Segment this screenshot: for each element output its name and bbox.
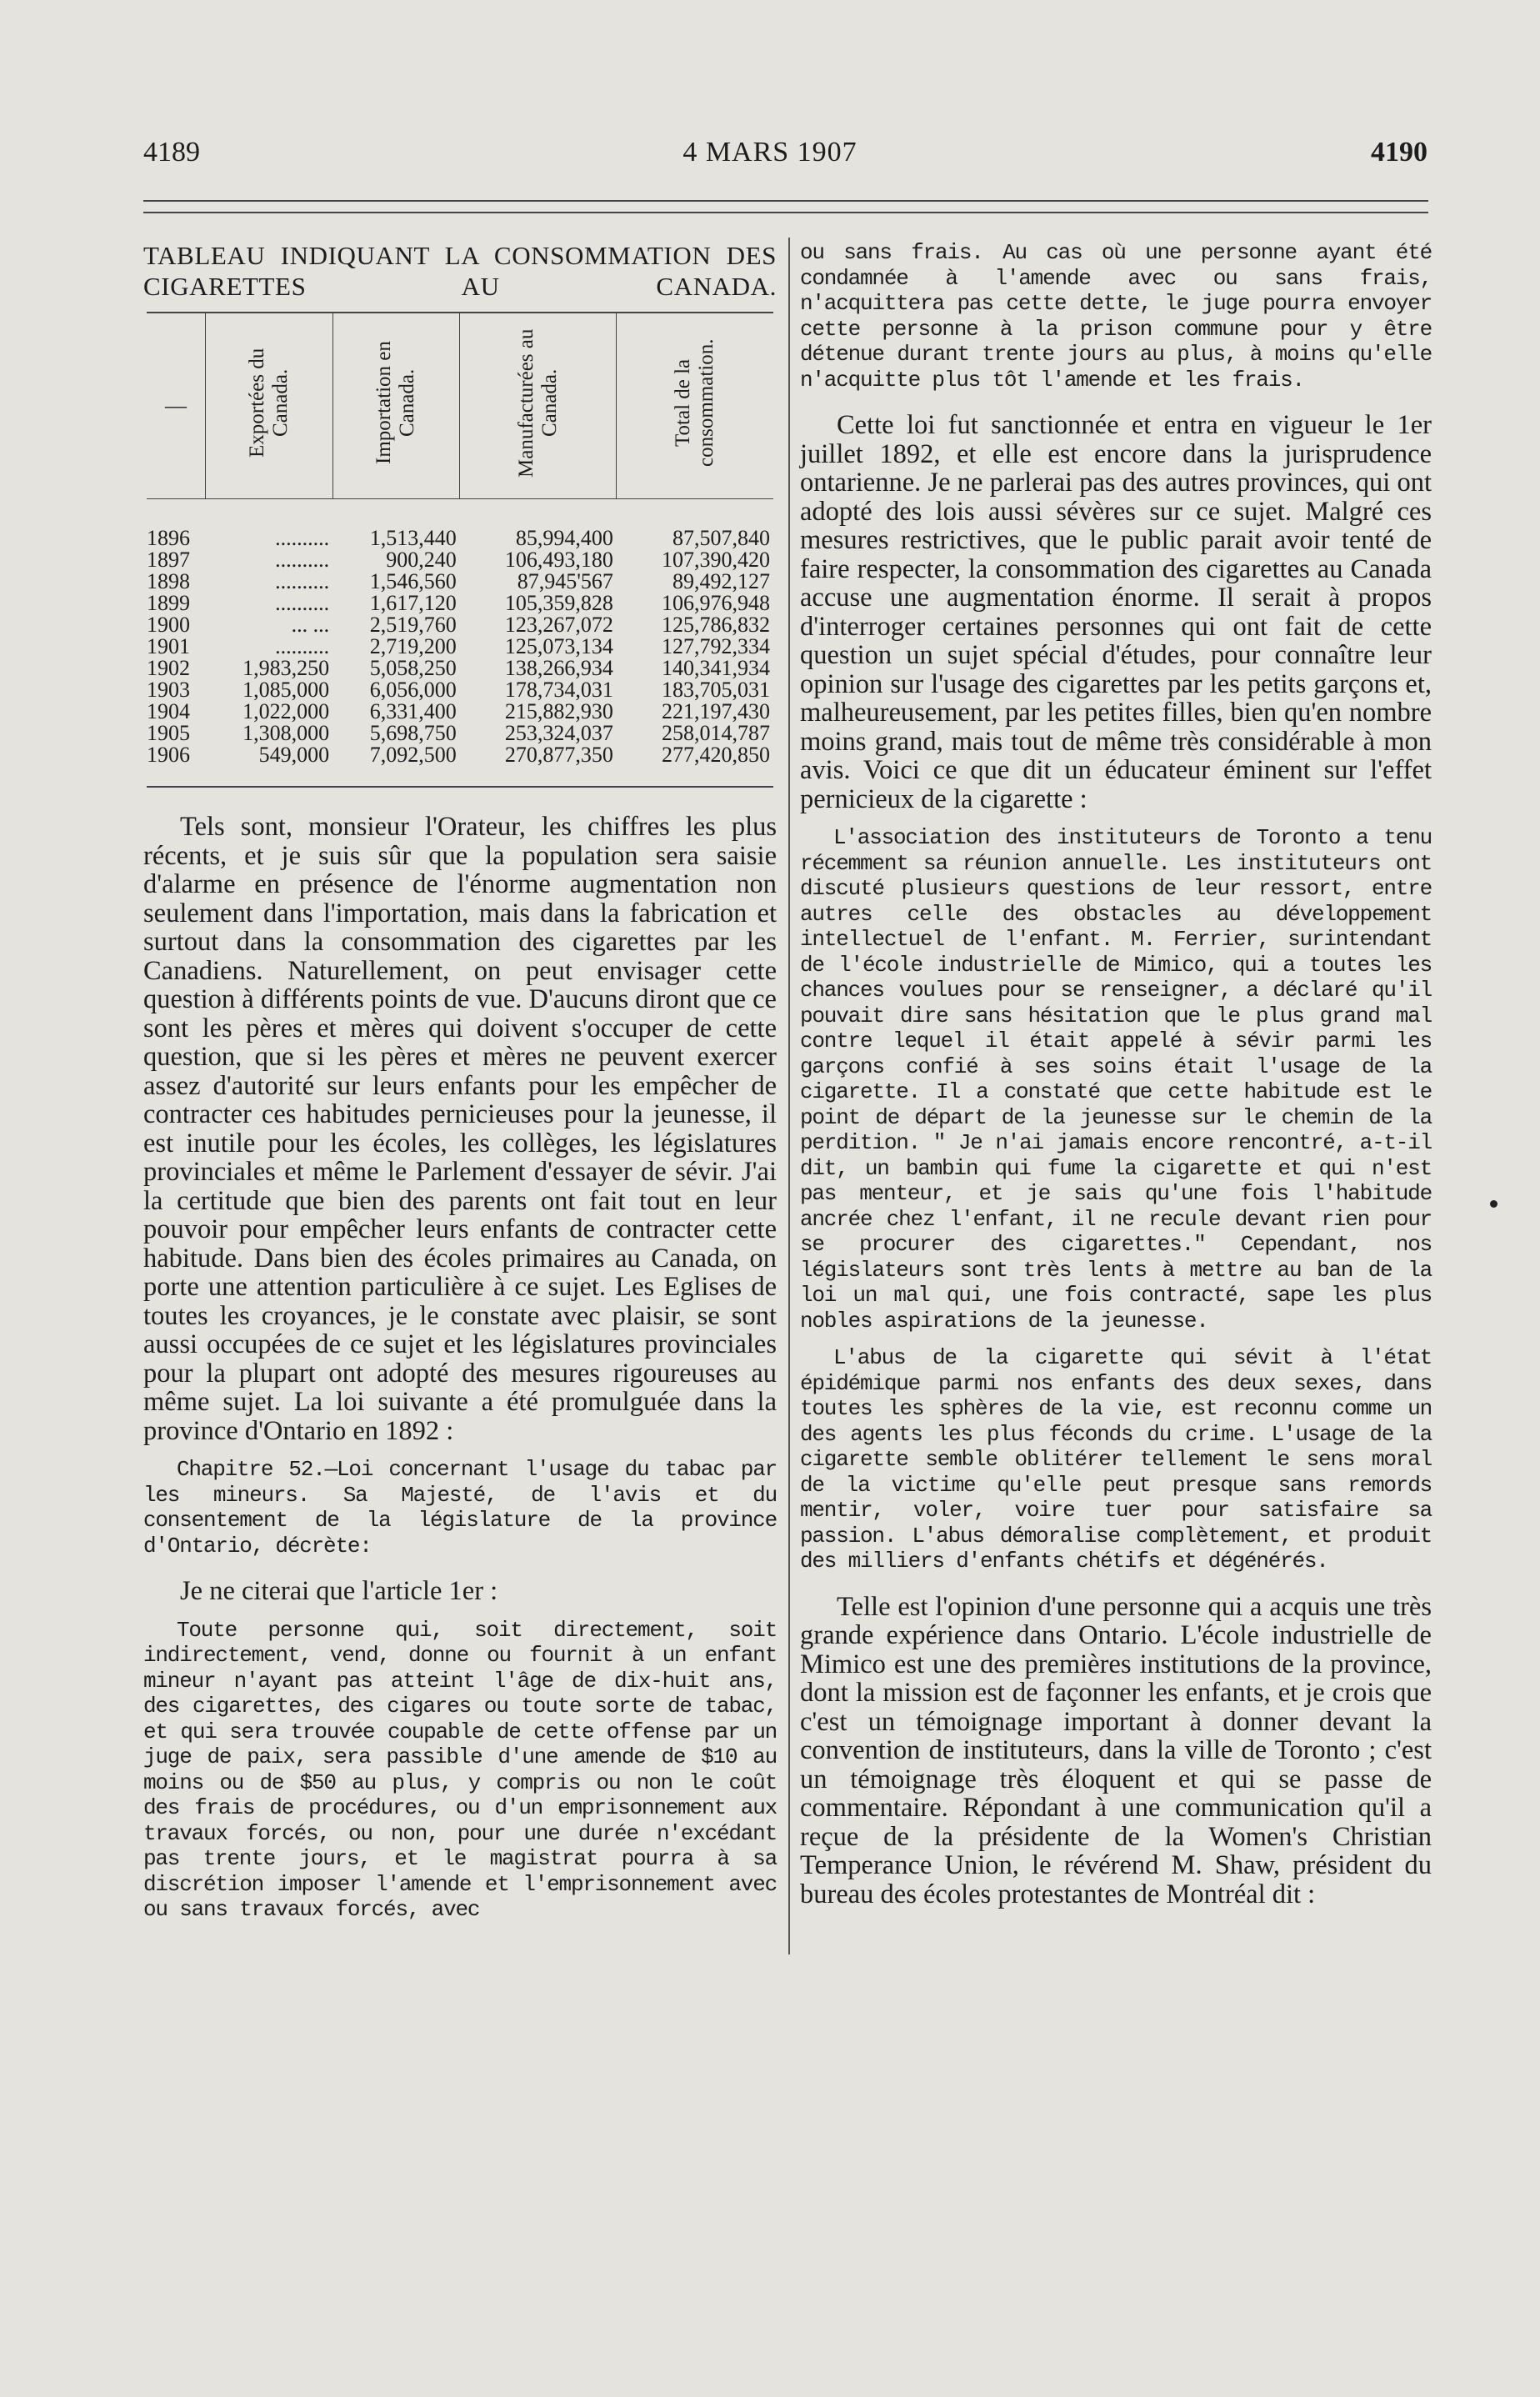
total-cell: 183,705,031 xyxy=(662,678,770,702)
imports-cell: 2,519,760 xyxy=(369,613,457,637)
imports-cell: 900,240 xyxy=(386,548,457,572)
table-row xyxy=(147,679,773,701)
manufactured-cell: 123,267,072 xyxy=(504,613,613,637)
header-rule-top xyxy=(143,200,1428,202)
header-rule-bottom xyxy=(143,212,1428,213)
total-cell: 277,420,850 xyxy=(617,744,773,787)
imports-cell: 7,092,500 xyxy=(332,744,460,787)
table-row xyxy=(147,744,773,787)
column-divider xyxy=(788,238,790,1954)
quote-chapter-52: Chapitre 52.—Loi concernant l'usage du tabac par les mineurs. Sa Majesté, de l'avis et du consentement de la législature de la province d'Ontario, décrète: xyxy=(143,1457,777,1559)
scan-speck xyxy=(1490,1200,1498,1208)
table-row xyxy=(147,571,773,593)
col-header-manufactured: Manufacturées au Canada. xyxy=(460,313,617,499)
manufactured-cell: 87,945'567 xyxy=(517,569,613,593)
imports-cell: 1,546,560 xyxy=(369,569,457,593)
manufactured-cell: 253,324,037 xyxy=(504,721,613,745)
imports-cell: 5,698,750 xyxy=(369,721,457,745)
total-cell: 140,341,934 xyxy=(662,656,770,680)
table-header-row xyxy=(147,313,773,499)
year-cell: 1902 xyxy=(147,656,190,680)
manufactured-cell: 105,359,828 xyxy=(504,591,613,615)
table-row xyxy=(147,614,773,636)
manufactured-cell: 178,734,031 xyxy=(504,678,613,702)
table-title: TABLEAU INDIQUANT LA CONSOMMATION DES CIGARETTES AU CANADA. xyxy=(143,241,777,301)
manufactured-cell: 270,877,350 xyxy=(460,744,617,787)
col-header-total: Total de la consommation. xyxy=(617,313,773,499)
right-column xyxy=(800,240,1432,1909)
col-header-imports: Importation en Canada. xyxy=(332,313,460,499)
page-number-right: 4190 xyxy=(1371,137,1428,168)
total-cell: 258,014,787 xyxy=(662,721,770,745)
exports-cell: .......... xyxy=(275,591,330,615)
col-header-year: — xyxy=(165,393,187,418)
total-cell: 127,792,334 xyxy=(662,634,770,658)
exports-cell: .......... xyxy=(275,634,330,658)
exports-cell: .......... xyxy=(275,548,330,572)
year-cell: 1898 xyxy=(147,569,190,593)
table-row xyxy=(147,701,773,723)
quote-teachers-association: L'association des instituteurs de Toronto a tenu récemment sa réunion annuelle. Les instituteurs ont discuté plusieurs questions de leur ressort, entre autres celle des obstacles au développement intellectuel de l'enfant. M. Ferrier, surintendant de l'école industrielle de Mimico, qui a toutes les chances voulues pour se renseigner, a déclaré qu'il pouvait dire sans hésitation que le plus grand mal contre lequel il était appelé à sévir parmi les garçons confié à ses soins était l'usage de la cigarette. Il a constaté que cette habitude est le point de départ de la jeunesse sur le chemin de la perdition. " Je n'ai jamais encore rencontré, a-t-il dit, un bambin qui fume la cigarette et qui n'est pas menteur, et je sais qu'une fois l'habitude ancrée chez l'enfant, il ne recule devant rien pour se procurer des cigarettes." Cependant, nos législateurs sont très lents à mettre au ban de la loi un mal qui, une fois contracté, sape les plus nobles aspirations de la jeunesse. xyxy=(800,825,1432,1334)
table-body xyxy=(147,499,773,788)
year-cell: 1901 xyxy=(147,634,190,658)
year-cell: 1899 xyxy=(147,591,190,615)
table-row xyxy=(147,723,773,744)
year-cell: 1900 xyxy=(147,613,190,637)
exports-cell: 1,983,250 xyxy=(242,656,330,680)
year-cell: 1897 xyxy=(147,548,190,572)
left-column xyxy=(143,240,777,1923)
exports-cell: 549,000 xyxy=(206,744,333,787)
imports-cell: 2,719,200 xyxy=(369,634,457,658)
imports-cell: 1,617,120 xyxy=(369,591,457,615)
paragraph-opinion: Telle est l'opinion d'une personne qui a acquis une très grande expérience dans Ontario. L'école industrielle de Mimico est une des premières institutions de la province, dont la mission est de façonner les enfants, et je crois que c'est un témoignage important à donner devant la convention de instituteurs, dans la ville de Toronto ; c'est un témoignage très éloquent et qui se passe de commentaire. Répondant à une communication qu'il a reçue de la présidente de la Women's Christian Temperance Union, le révérend M. Shaw, président du bureau des écoles protestantes de Montréal dit : xyxy=(800,1591,1432,1909)
quote-article-1-cont: ou sans frais. Au cas où une personne ayant été condamnée à l'amende avec ou sans frais, n'acquittera pas cette dette, le juge pourra envoyer cette personne à la prison commune pour y être détenue durant trente jours au plus, à moins qu'elle n'acquitte plus tôt l'amende et les frais. xyxy=(800,240,1432,393)
paragraph-figures: Tels sont, monsieur l'Orateur, les chiffres les plus récents, et je suis sûr que la population sera saisie d'alarme en présence de l'énorme augmentation non seulement dans l'importation, mais dans la fabrication et surtout dans la consommation des cigarettes par les Canadiens. Naturellement, on peut envisager cette question à différents points de vue. D'aucuns diront que ce sont les pères et mères qui doivent s'occuper de cette question, que si les pères et mères ne peuvent exercer assez d'autorité sur leurs enfants pour les empêcher de contracter ces habitudes pernicieuses pour la jeunesse, il est inutile pour les écoles, les collèges, les législatures provinciales et même le Parlement d'essayer de sévir. J'ai la certitude que bien des parents ont fait tout en leur pouvoir pour empêcher leurs enfants de contracter cette habitude. Dans bien des écoles primaires au Canada, on porte une attention particulière à ce sujet. Les Eglises de toutes les croyances, je le constate avec plaisir, se sont aussi occupées de ce sujet et les législatures provinciales pour la plupart ont adopté des mesures rigoureuses au même sujet. La loi suivante a été promulguée dans la province d'Ontario en 1892 : xyxy=(143,812,777,1446)
table-row xyxy=(147,658,773,679)
quote-article-1: Toute personne qui, soit directement, soit indirectement, vend, donne ou fournit à un enfant mineur n'ayant pas atteint l'âge de dix-huit ans, des cigarettes, des cigares ou toute sorte de tabac, et qui sera trouvée coupable de cette offense par un juge de paix, sera passible d'une amende de $10 au moins ou de $50 au plus, y compris ou non le coût des frais de procédures, ou d'un emprisonnement aux travaux forcés, ou non, pour une durée n'excédant pas trente jours, et le magistrat pourra à sa discrétion imposer l'amende et l'emprisonnement avec ou sans travaux forcés, avec xyxy=(143,1617,777,1922)
exports-cell: .......... xyxy=(275,526,330,550)
exports-cell: .......... xyxy=(275,569,330,593)
total-cell: 221,197,430 xyxy=(662,699,770,723)
total-cell: 107,390,420 xyxy=(662,548,770,572)
total-cell: 106,976,948 xyxy=(662,591,770,615)
manufactured-cell: 85,994,400 xyxy=(515,526,613,550)
manufactured-cell: 125,073,134 xyxy=(504,634,613,658)
table-row xyxy=(147,499,773,550)
manufactured-cell: 138,266,934 xyxy=(504,656,613,680)
consumption-table xyxy=(147,312,773,788)
year-cell: 1896 xyxy=(147,526,190,550)
page-date: 4 MARS 1907 xyxy=(682,137,858,168)
manufactured-cell: 106,493,180 xyxy=(504,548,613,572)
total-cell: 89,492,127 xyxy=(672,569,770,593)
paragraph-article-intro: Je ne citerai que l'article 1er : xyxy=(180,1576,498,1606)
total-cell: 87,507,840 xyxy=(672,526,770,550)
page-number-left: 4189 xyxy=(143,137,200,168)
imports-cell: 5,058,250 xyxy=(369,656,457,680)
table-row xyxy=(147,549,773,571)
table-row xyxy=(147,593,773,614)
year-cell: 1903 xyxy=(147,678,190,702)
year-cell: 1905 xyxy=(147,721,190,745)
exports-cell: 1,308,000 xyxy=(242,721,330,745)
paragraph-law-sanctioned: Cette loi fut sanctionnée et entra en vigueur le 1er juillet 1892, et elle est encore dans la jurisprudence ontarienne. Je ne parlerai pas des autres provinces, qui ont adopté des lois aussi sévères sur ce sujet. Malgré ces mesures restrictives, que le public parait avoir tenté de faire respecter, la consommation des cigarettes au Canada accuse une augmentation énorme. Il serait à propos d'interroger certaines personnes qui ont fait de cette question un sujet spécial d'études, pour connaître leur opinion sur l'usage des cigarettes par les petits garçons et, malheureusement, par les petites filles, bien qu'en nombre moins grand, mais tout de même très considérable à mon avis. Voici ce que dit un éducateur éminent sur l'effet pernicieux de la cigarette : xyxy=(800,410,1432,814)
year-cell: 1906 xyxy=(147,744,206,787)
year-cell: 1904 xyxy=(147,699,190,723)
exports-cell: 1,022,000 xyxy=(242,699,330,723)
total-cell: 125,786,832 xyxy=(662,613,770,637)
exports-cell: ... ... xyxy=(291,613,330,637)
imports-cell: 6,331,400 xyxy=(369,699,457,723)
col-header-exports: Exportées du Canada. xyxy=(206,313,333,499)
manufactured-cell: 215,882,930 xyxy=(504,699,613,723)
imports-cell: 1,513,440 xyxy=(369,526,457,550)
quote-cigarette-abuse: L'abus de la cigarette qui sévit à l'état épidémique parmi nos enfants des deux sexes, dans toutes les sphères de la vie, est reconnu comme un des agents les plus féconds du crime. L'usage de la cigarette semble oblitérer tellement le sens moral de la victime qu'elle peut presque sans remords mentir, voler, voire tuer pour satisfaire sa passion. L'abus démoralise complètement, et produit des milliers d'enfants chétifs et dégénérés. xyxy=(800,1345,1432,1574)
exports-cell: 1,085,000 xyxy=(242,678,330,702)
table-row xyxy=(147,636,773,658)
imports-cell: 6,056,000 xyxy=(369,678,457,702)
